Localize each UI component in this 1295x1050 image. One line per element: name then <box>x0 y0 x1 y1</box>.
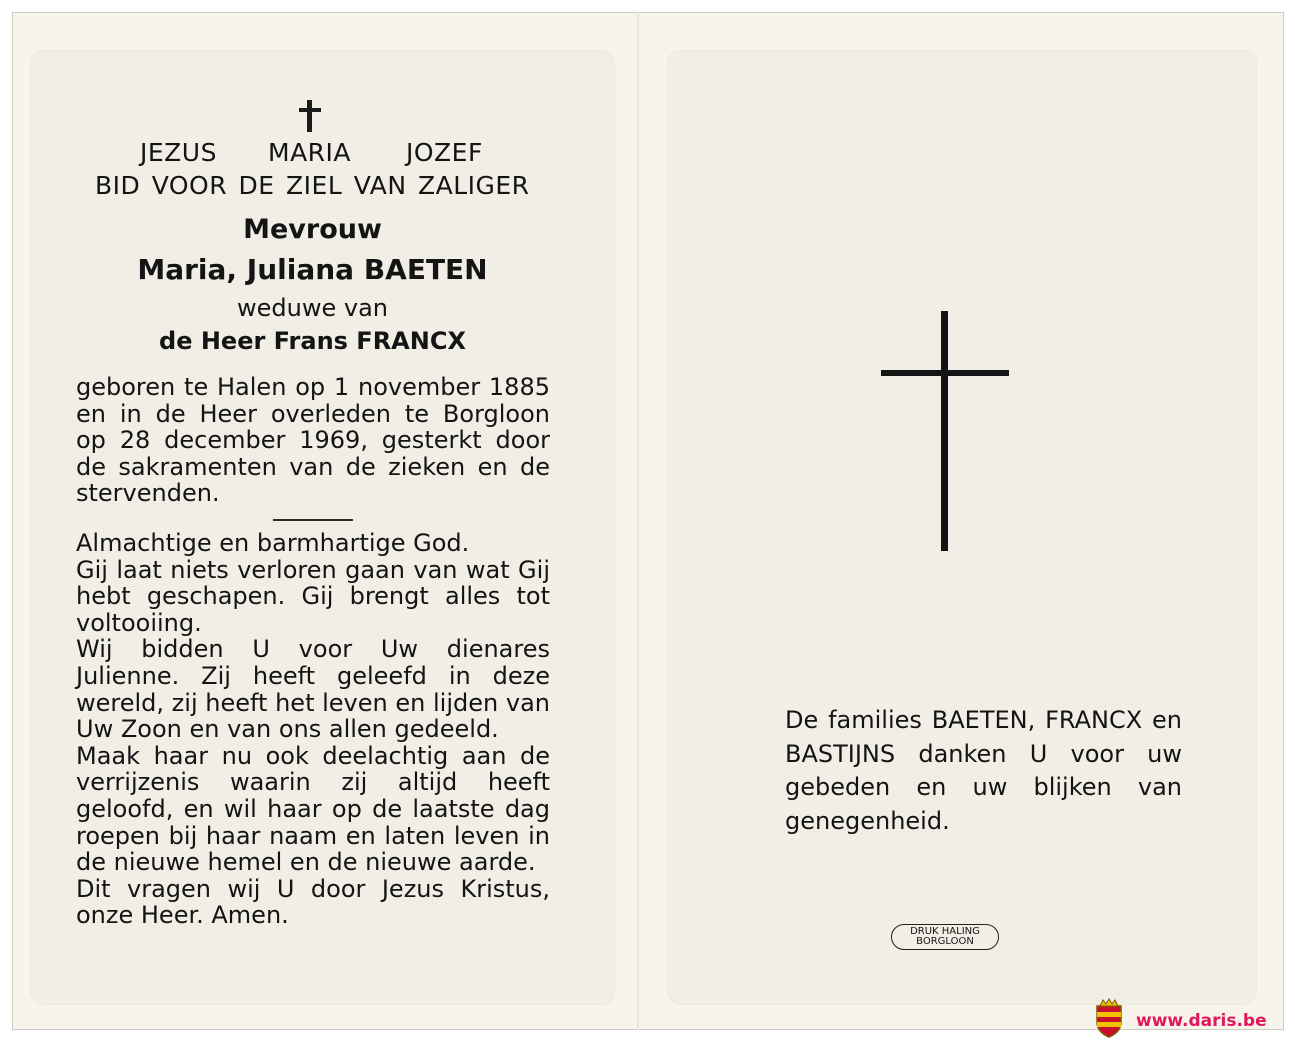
printer-name: DRUK HALING <box>910 926 980 937</box>
watermark-url: www.daris.be <box>1136 1011 1267 1031</box>
coat-of-arms-logo-icon <box>1094 998 1124 1038</box>
deceased-name: Maria, Juliana BAETEN <box>137 253 488 286</box>
printer-town: BORGLOON <box>916 936 974 947</box>
header-name-jezus: JEZUS <box>140 138 217 167</box>
spouse-name: de Heer Frans FRANCX <box>159 327 466 355</box>
header-name-jozef: JOZEF <box>406 138 483 167</box>
printer-stamp <box>891 924 999 950</box>
prayer-text <box>76 530 550 929</box>
family-thanks-text: De families BAETEN, FRANCX en BASTIJNS danken U voor uw gebeden en uw blijken van genegenheid. <box>785 706 1182 836</box>
deceased-title: Mevrouw <box>243 214 382 245</box>
small-cross-icon <box>299 100 321 132</box>
prayer-line: Wij bidden U voor Uw dienares Julienne. Zij heeft geleefd in deze wereld, zij heeft het leven en lijden van Uw Zoon en van ons allen gedeeld. <box>76 635 550 744</box>
biography-paragraph: geboren te Halen op 1 november 1885 en in de Heer overleden te Borgloon op 28 december 1969, gesterkt door de sakramenten van de zieken en de stervenden. <box>76 373 550 508</box>
prayer-line: Gij laat niets verloren gaan van wat Gij hebt geschapen. Gij brengt alles tot voltooiing. <box>76 555 550 637</box>
header-name-maria: MARIA <box>268 138 352 167</box>
header-prayer-line: BID VOOR DE ZIEL VAN ZALIGER <box>95 171 530 200</box>
prayer-line: Dit vragen wij U door Jezus Kristus, onze Heer. Amen. <box>76 874 550 930</box>
prayer-line: Maak haar nu ook deelachtig aan de verrijzenis waarin zij altijd heeft geloofd, en wil haar op de laatste dag roepen bij haar naam en laten leven in de nieuwe hemel en de nieuwe aarde. <box>76 741 550 877</box>
relation-text: weduwe van <box>237 294 388 322</box>
prayer-line: Almachtige en barmhartige God. <box>76 529 470 557</box>
section-divider <box>273 519 353 521</box>
card-fold <box>637 12 639 1030</box>
large-cross-icon <box>881 311 1009 551</box>
